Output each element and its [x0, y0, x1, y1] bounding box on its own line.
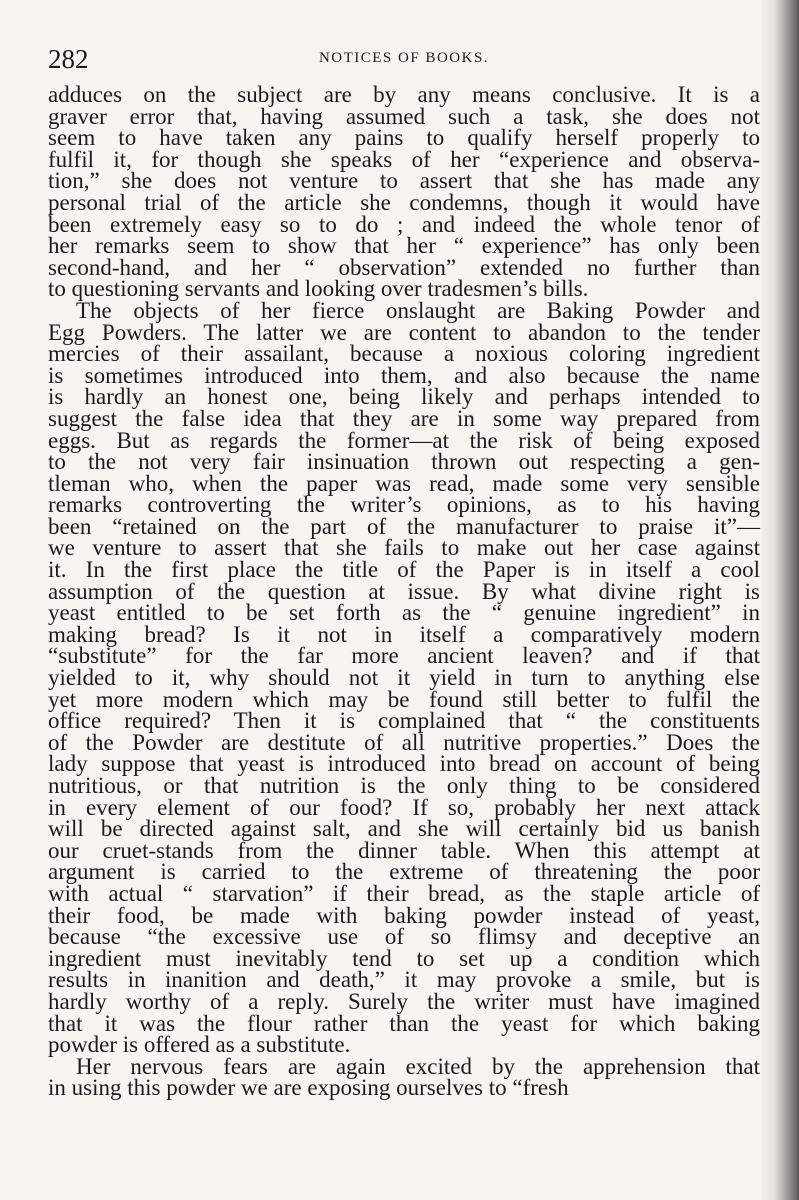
- text-line: adduces on the subject are by any means conclusive. It is a: [48, 82, 760, 107]
- text-line: making bread? Is it not in itself a comparatively modern: [48, 621, 760, 647]
- text-line: is sometimes introduced into them, and also because the name: [48, 362, 760, 388]
- text-line: mercies of their assailant, because a noxious coloring ingredient: [48, 341, 760, 367]
- text-line: their food, be made with baking powder instead of yeast,: [48, 902, 760, 928]
- text-line: office required? Then it is complained that “ the constituents: [48, 708, 760, 734]
- page-number: 282: [48, 44, 89, 74]
- text-line: yeast entitled to be set forth as the “ genuine ingredient” in: [48, 600, 760, 626]
- text-line: tleman who, when the paper was read, made some very sensible: [48, 470, 760, 496]
- text-line: of the Powder are destitute of all nutritive properties.” Does the: [48, 729, 760, 755]
- text-line: lady suppose that yeast is introduced into bread on account of being: [48, 751, 760, 777]
- text-line: it. In the first place the title of the Paper is in itself a cool: [48, 557, 760, 583]
- text-line: “substitute” for the far more ancient leaven? and if that: [48, 643, 760, 669]
- text-line: with actual “ starvation” if their bread, as the staple article of: [48, 880, 760, 906]
- text-line: personal trial of the article she condemns, though it would have: [48, 189, 760, 215]
- text-line: eggs. But as regards the former—at the risk of being exposed: [48, 427, 760, 453]
- text-line: in using this powder we are exposing ourselves to “fresh: [48, 1075, 569, 1101]
- text-line: nutritious, or that nutrition is the only thing to be considered: [48, 773, 760, 798]
- page-header: [48, 44, 760, 84]
- text-line: Her nervous fears are again excited by the apprehension that: [76, 1053, 760, 1079]
- text-line: tion,” she does not venture to assert that she has made any: [48, 168, 760, 194]
- text-line: second-hand, and her “ observation” extended no further than: [48, 254, 760, 280]
- text-line: our cruet-stands from the dinner table. When this attempt at: [48, 837, 760, 863]
- text-line: The objects of her fierce onslaught are Baking Powder and: [76, 297, 760, 323]
- text-line: Egg Powders. The latter we are content to abandon to the tender: [48, 319, 760, 345]
- text-line: ingredient must inevitably tend to set up a condition which: [48, 945, 760, 971]
- text-line: assumption of the question at issue. By what divine right is: [48, 578, 760, 604]
- text-line: argument is carried to the extreme of threatening the poor: [48, 859, 760, 885]
- text-line: seem to have taken any pains to qualify herself properly to: [48, 125, 760, 151]
- text-line: remarks controverting the writer’s opinions, as to his having: [48, 492, 760, 518]
- book-spine-shadow: [761, 0, 799, 1200]
- text-line: because “the excessive use of so flimsy and deceptive an: [48, 924, 760, 950]
- text-line: been extremely easy so to do ; and indeed the whole tenor of: [48, 211, 760, 237]
- text-line: been “retained on the part of the manufacturer to praise it”—: [48, 513, 760, 539]
- text-line: suggest the false idea that they are in some way prepared from: [48, 405, 760, 431]
- text-line: hardly worthy of a reply. Surely the writer must have imagined: [48, 988, 760, 1014]
- text-line: we venture to assert that she fails to make out her case against: [48, 535, 760, 561]
- running-head: NOTICES OF BOOKS.: [318, 50, 490, 66]
- text-line: that it was the flour rather than the yeast for which baking: [48, 1010, 760, 1036]
- text-line: to questioning servants and looking over tradesmen’s bills.: [48, 276, 589, 302]
- text-line: her remarks seem to show that her “ experience” has only been: [48, 233, 760, 259]
- text-line: fulfil it, for though she speaks of her “experience and observa-: [48, 146, 760, 172]
- text-line: graver error that, having assumed such a task, she does not: [48, 103, 760, 129]
- body-text: [48, 84, 760, 1099]
- text-line: results in inanition and death,” it may provoke a smile, but is: [48, 967, 760, 993]
- text-line: to the not very fair insinuation thrown out respecting a gen-: [48, 449, 760, 475]
- text-line: in every element of our food? If so, probably her next attack: [48, 794, 760, 820]
- text-line: powder is offered as a substitute.: [48, 1032, 351, 1058]
- text-line: will be directed against salt, and she will certainly bid us banish: [48, 816, 760, 842]
- text-line: is hardly an honest one, being likely and perhaps intended to: [48, 384, 760, 410]
- text-line: yet more modern which may be found still better to fulfil the: [48, 686, 760, 712]
- text-line: yielded to it, why should not it yield in turn to anything else: [48, 665, 760, 691]
